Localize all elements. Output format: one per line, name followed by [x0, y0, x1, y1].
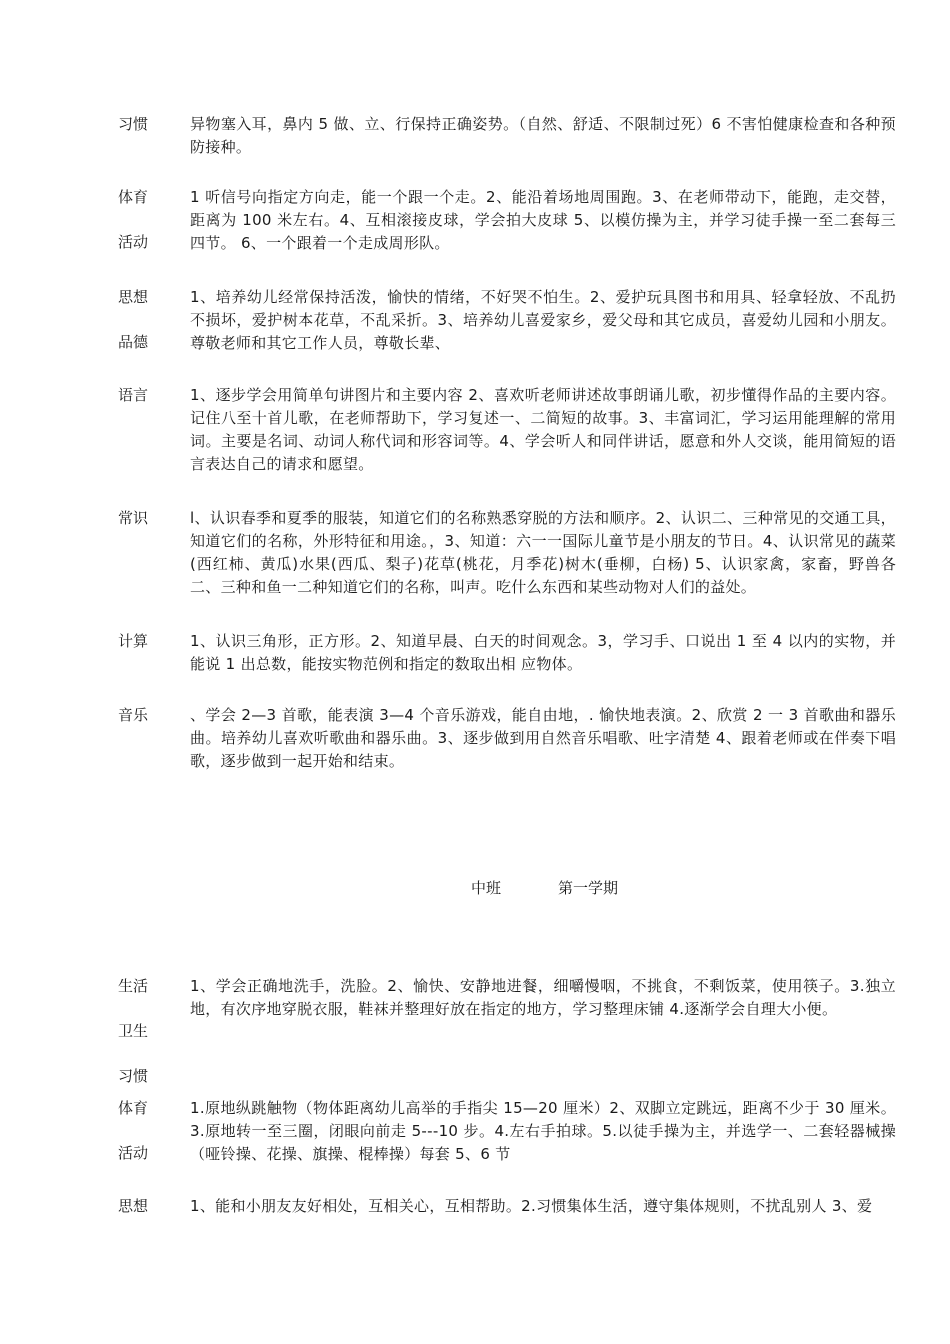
row-text: 1.原地纵跳触物（物体距离幼儿高举的手指尖 15—20 厘米）2、双脚立定跳远，距离不少于 30 厘米。3.原地转一至三圈，闭眼向前走 5---10 步。4.左右手拍球。5.以徒手操为主，并选学一、二套轻器械操（哑铃操、花操、旗操、棍棒操）每套 5、6 节 — [190, 1099, 896, 1163]
row-text: 异物塞入耳，鼻内 5 做、立、行保持正确姿势。（自然、舒适、不限制过死）6 不害怕健康检查和各种预防接种。 — [190, 115, 896, 156]
row-label: 语言 — [118, 386, 149, 404]
row-text: 1、认识三角形，正方形。2、知道早晨、白天的时间观念。3，学习手、口说出 1 至 4 以内的实物，并能说 1 出总数，能按实物范例和指定的数取出相 应物体。 — [190, 632, 896, 673]
row-text: 、学会 2—3 首歌，能表演 3—4 个音乐游戏，能自由地，. 愉快地表演。2、欣赏 2 一 3 首歌曲和器乐曲。培养幼儿喜欢听歌曲和器乐曲。3、逐步做到用自然音乐唱歌、吐字清楚 4、跟着老师或在伴奏下唱歌，逐步做到一起开始和结束。 — [190, 706, 896, 770]
row-label: 常识 — [118, 509, 149, 527]
row-text: 1、逐步学会用简单句讲图片和主要内容 2、喜欢听老师讲述故事朗诵儿歌，初步懂得作品的主要内容。记住八至十首儿歌，在老师帮助下，学习复述一、二简短的故事。3、丰富词汇，学习运用能理解的常用词。主要是名词、动词人称代词和形容词等。4、学会听人和同伴讲话，愿意和外人交谈，能用简短的语言表达自己的请求和愿望。 — [190, 386, 896, 473]
row-text: 1 听信号向指定方向走，能一个跟一个走。2、能沿着场地周围跑。3、在老师带动下，能跑，走交替，距离为 100 米左右。4、互相滚接皮球，学会拍大皮球 5、以模仿操为主，并学习徒手操一至二套每三四节。 6、一个跟着一个走成周形队。 — [190, 188, 896, 252]
row-text: 1、培养幼儿经常保持活泼，愉快的情绪，不好哭不怕生。2、爱护玩具图书和用具、轻拿轻放、不乱扔不损坏，爱护树本花草，不乱采折。3、培养幼儿喜爱家乡，爱父母和其它成员，喜爱幼儿园和小朋友。 尊敬老师和其它工作人员，尊敬长辈、 — [190, 288, 896, 352]
row-label: 思想 品德 — [118, 288, 149, 351]
row-label: 习惯 — [118, 115, 149, 133]
row-label: 思想 — [118, 1197, 149, 1215]
row-label: 生活 卫生 习惯 — [118, 977, 149, 1085]
row-label: 体育 活动 — [118, 1099, 149, 1162]
row-label: 音乐 — [118, 706, 149, 724]
row-label: 体育 活动 — [118, 188, 149, 251]
row-label: 计算 — [118, 632, 149, 650]
row-text: 1、能和小朋友友好相处，互相关心，互相帮助。2.习惯集体生活，遵守集体规则，不扰乱别人 3、爱 — [190, 1197, 873, 1215]
term-name: 第一学期 — [558, 879, 619, 897]
class-name: 中班 — [471, 879, 502, 897]
row-text: 1、学会正确地洗手，洗脸。2、愉快、安静地进餐，细嚼慢咽，不挑食，不剩饭菜，使用筷子。3.独立地，有次序地穿脱衣服，鞋袜并整理好放在指定的地方，学习整理床铺 4.逐渐学会自理大小便。 — [190, 977, 896, 1018]
row-text: l、认识春季和夏季的服装，知道它们的名称熟悉穿脱的方法和顺序。2、认识二、三种常见的交通工具，知道它们的名称，外形特征和用途。，3、知道：六一一国际儿童节是小朋友的节日。4、认识常见的蔬菜(西红柿、黄瓜)水果(西瓜、梨子)花草(桃花，月季花)树木(垂柳，白杨) 5、认识家禽，家畜，野兽各二、三种和鱼一二种知道它们的名称，叫声。吃什么东西和某些动物对人们的益处。 — [190, 509, 896, 596]
